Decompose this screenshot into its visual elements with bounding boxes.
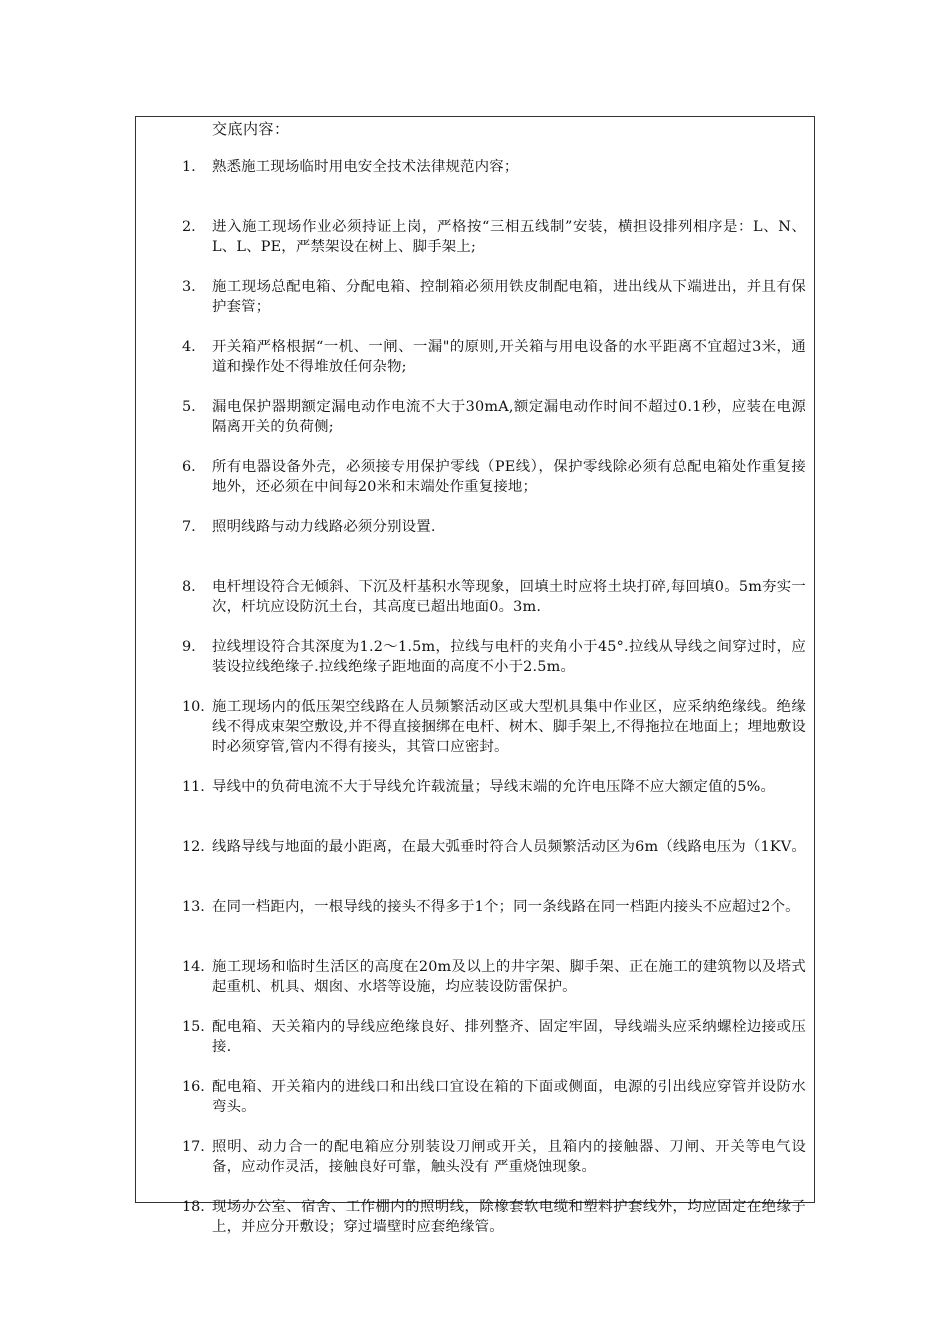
list-item [136, 697, 816, 777]
item-number: 5. [182, 399, 196, 415]
item-text: 施工现场总配电箱、分配电箱、控制箱必须用铁皮制配电箱，进出线从下端进出，并且有保护套管； [212, 279, 806, 315]
item-text: 照明、动力合一的配电箱应分别装设刀闸或开关，且箱内的接触器、刀闸、开关等电气设备，应动作灵活，接触良好可靠，触头没有 严重烧蚀现象。 [212, 1139, 806, 1175]
item-number: 11. [182, 779, 205, 795]
item-number: 13. [182, 899, 205, 915]
item-number: 16. [182, 1079, 205, 1095]
list-item [136, 897, 816, 957]
item-number: 12. [182, 839, 205, 855]
list-item [136, 1137, 816, 1197]
list-item [136, 397, 816, 457]
item-text: 漏电保护器期额定漏电动作电流不大于30mA,额定漏电动作时间不超过0.1秒，应装在电源隔离开关的负荷侧; [212, 399, 806, 435]
item-text: 开关箱严格根据“一机、一闸、一漏"的原则,开关箱与用电设备的水平距离不宜超过3米，通道和操作处不得堆放任何杂物; [212, 339, 806, 375]
item-text: 进入施工现场作业必须持证上岗，严格按“三相五线制”安装，横担设排列相序是：L、N、L、L、PE，严禁架设在树上、脚手架上; [212, 219, 806, 255]
item-number: 17. [182, 1139, 205, 1155]
list-item [136, 517, 816, 577]
item-number: 18. [182, 1199, 205, 1215]
item-number: 3. [182, 279, 196, 295]
list-item [136, 1077, 816, 1137]
item-text: 配电箱、天关箱内的导线应绝缘良好、排列整齐、固定牢固，导线端头应采纳螺栓边接或压接. [212, 1019, 806, 1055]
list-item [136, 277, 816, 337]
item-list [136, 157, 816, 1257]
item-number: 8. [182, 579, 196, 595]
item-number: 2. [182, 219, 196, 235]
list-item [136, 217, 816, 277]
item-text: 照明线路与动力线路必须分别设置. [212, 519, 436, 535]
item-text: 拉线埋设符合其深度为1.2～1.5m，拉线与电杆的夹角小于45°.拉线从导线之间穿过时，应装设拉线绝缘子.拉线绝缘子距地面的高度不小于2.5m。 [212, 639, 806, 675]
list-item [136, 957, 816, 1017]
item-text: 配电箱、开关箱内的进线口和出线口宜设在箱的下面或侧面，电源的引出线应穿管并设防水弯头。 [212, 1079, 806, 1115]
item-text: 导线中的负荷电流不大于导线允许载流量；导线末端的允许电压降不应大额定值的5%。 [212, 779, 776, 795]
item-text: 线路导线与地面的最小距离，在最大弧垂时符合人员频繁活动区为6m（线路电压为（1KV。 [212, 839, 806, 855]
list-item [136, 777, 816, 837]
item-number: 10. [182, 699, 205, 715]
item-number: 6. [182, 459, 196, 475]
item-number: 4. [182, 339, 196, 355]
item-text: 所有电器设备外壳，必须接专用保护零线（PE线），保护零线除必须有总配电箱处作重复接地外，还必须在中间每20米和末端处作重复接地； [212, 459, 806, 495]
item-number: 1. [182, 159, 196, 175]
item-text: 电杆埋设符合无倾斜、下沉及杆基积水等现象，回填土时应将土块打碎,每回填0。5m夯实一次，杆坑应设防沉土台，其高度已超出地面0。3m. [212, 579, 806, 615]
item-text: 在同一档距内，一根导线的接头不得多于1个；同一条线路在同一档距内接头不应超过2个。 [212, 899, 800, 915]
item-text: 熟悉施工现场临时用电安全技术法律规范内容； [212, 159, 519, 175]
list-item [136, 157, 816, 217]
list-item [136, 837, 816, 897]
item-number: 14. [182, 959, 205, 975]
item-number: 9. [182, 639, 196, 655]
item-text: 现场办公室、宿舍、工作棚内的照明线，除橡套软电缆和塑料护套线外，均应固定在绝缘子上，并应分开敷设；穿过墙壁时应套绝缘管。 [212, 1199, 806, 1235]
item-number: 15. [182, 1019, 205, 1035]
list-item [136, 1197, 816, 1257]
item-text: 施工现场和临时生活区的高度在20m及以上的井字架、脚手架、正在施工的建筑物以及塔式起重机、机具、烟囱、水塔等设施，均应装设防雷保护。 [212, 959, 806, 995]
list-item [136, 337, 816, 397]
list-item [136, 637, 816, 697]
list-item [136, 1017, 816, 1077]
list-item [136, 457, 816, 517]
list-item [136, 577, 816, 637]
item-text: 施工现场内的低压架空线路在人员频繁活动区或大型机具集中作业区，应采纳绝缘线。绝缘线不得成束架空敷设,并不得直接捆绑在电杆、树木、脚手架上,不得拖拉在地面上；埋地敷设时必须穿管,管内不得有接头，其管口应密封。 [212, 699, 806, 755]
section-heading: 交底内容： [212, 120, 290, 138]
item-number: 7. [182, 519, 196, 535]
content-frame [135, 116, 815, 1235]
